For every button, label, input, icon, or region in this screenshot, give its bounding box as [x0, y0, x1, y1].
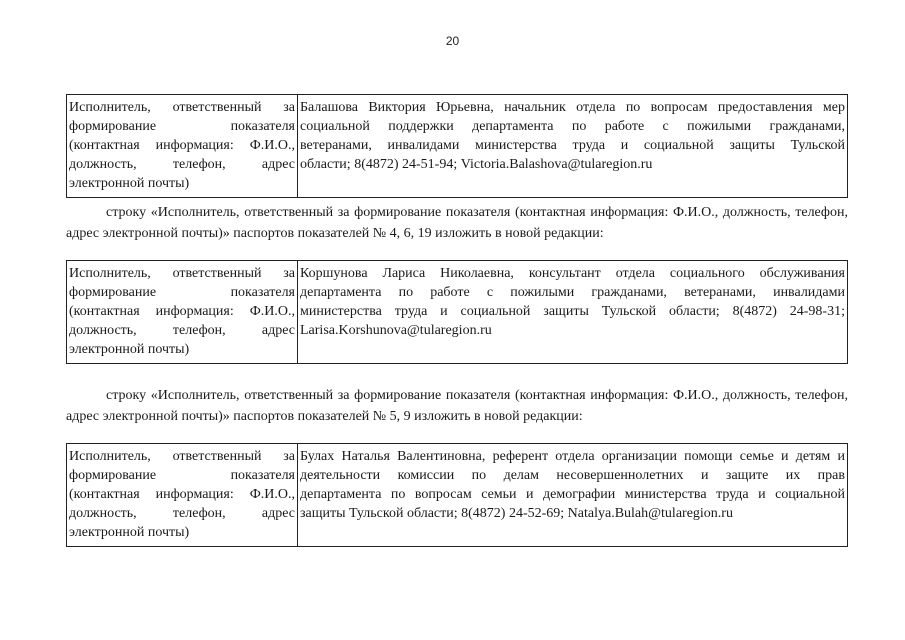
label-line: Исполнитель, ответственный за [69, 266, 295, 281]
instruction-paragraph-1: строку «Исполнитель, ответственный за формирование показателя (контактная информация: Ф.И.О., должность, телефон, адрес электронной почты)» паспортов показателей № 4, 6, 19 изложить в новой редакции: [66, 205, 848, 241]
executor-label-cell [67, 444, 298, 547]
value-line: деятельности комиссии по делам несовершеннолетних и защите их прав [300, 468, 845, 483]
label-line: Исполнитель, ответственный за [69, 449, 295, 464]
value-line: ветеранами, инвалидами министерства труда и социальной защиты Тульской [300, 138, 845, 153]
table-row [67, 261, 848, 364]
label-line: должность, телефон, адрес [69, 323, 295, 338]
label-line: Исполнитель, ответственный за [69, 100, 295, 115]
value-line: социальной поддержки департамента по работе с пожилыми гражданами, [300, 119, 845, 134]
label-line: (контактная информация: Ф.И.О., [69, 487, 295, 502]
label-line: формирование показателя [69, 468, 295, 483]
value-line: защиты Тульской области; 8(4872) 24-52-69; Natalya.Bulah@tularegion.ru [300, 506, 733, 521]
label-line: формирование показателя [69, 285, 295, 300]
executor-value-cell [298, 261, 848, 364]
table-row [67, 95, 848, 198]
value-line: департамента по вопросам семьи и демографии министерства труда и социальной [300, 487, 845, 502]
label-line: формирование показателя [69, 119, 295, 134]
label-line: электронной почты) [69, 176, 190, 191]
label-line: (контактная информация: Ф.И.О., [69, 138, 295, 153]
executor-label-cell [67, 95, 298, 198]
table-row [67, 444, 848, 547]
label-line: должность, телефон, адрес [69, 506, 295, 521]
page-number: 20 [445, 34, 460, 48]
value-line: Larisa.Korshunova@tularegion.ru [300, 323, 492, 338]
label-line: должность, телефон, адрес [69, 157, 295, 172]
instruction-paragraph-2: строку «Исполнитель, ответственный за формирование показателя (контактная информация: Ф.И.О., должность, телефон, адрес электронной почты)» паспортов показателей № 5, 9 изложить в новой редакции: [66, 388, 848, 424]
value-line: министерства труда и социальной защиты Тульской области; 8(4872) 24-98-31; [300, 304, 845, 319]
value-line: Балашова Виктория Юрьевна, начальник отдела по вопросам предоставления мер [300, 100, 845, 115]
label-line: электронной почты) [69, 525, 190, 540]
label-line: (контактная информация: Ф.И.О., [69, 304, 295, 319]
executor-label-cell [67, 261, 298, 364]
executor-table-1 [66, 94, 848, 198]
label-line: электронной почты) [69, 342, 190, 357]
executor-value-cell [298, 444, 848, 547]
value-line: Булах Наталья Валентиновна, референт отдела организации помощи семье и детям и [300, 449, 845, 464]
value-line: департамента по работе с пожилыми гражданами, ветеранами, инвалидами [300, 285, 845, 300]
executor-table-2 [66, 260, 848, 364]
value-line: области; 8(4872) 24-51-94; Victoria.Balashova@tularegion.ru [300, 157, 653, 172]
executor-table-3 [66, 443, 848, 547]
value-line: Коршунова Лариса Николаевна, консультант отдела социального обслуживания [300, 266, 845, 281]
executor-value-cell [298, 95, 848, 198]
